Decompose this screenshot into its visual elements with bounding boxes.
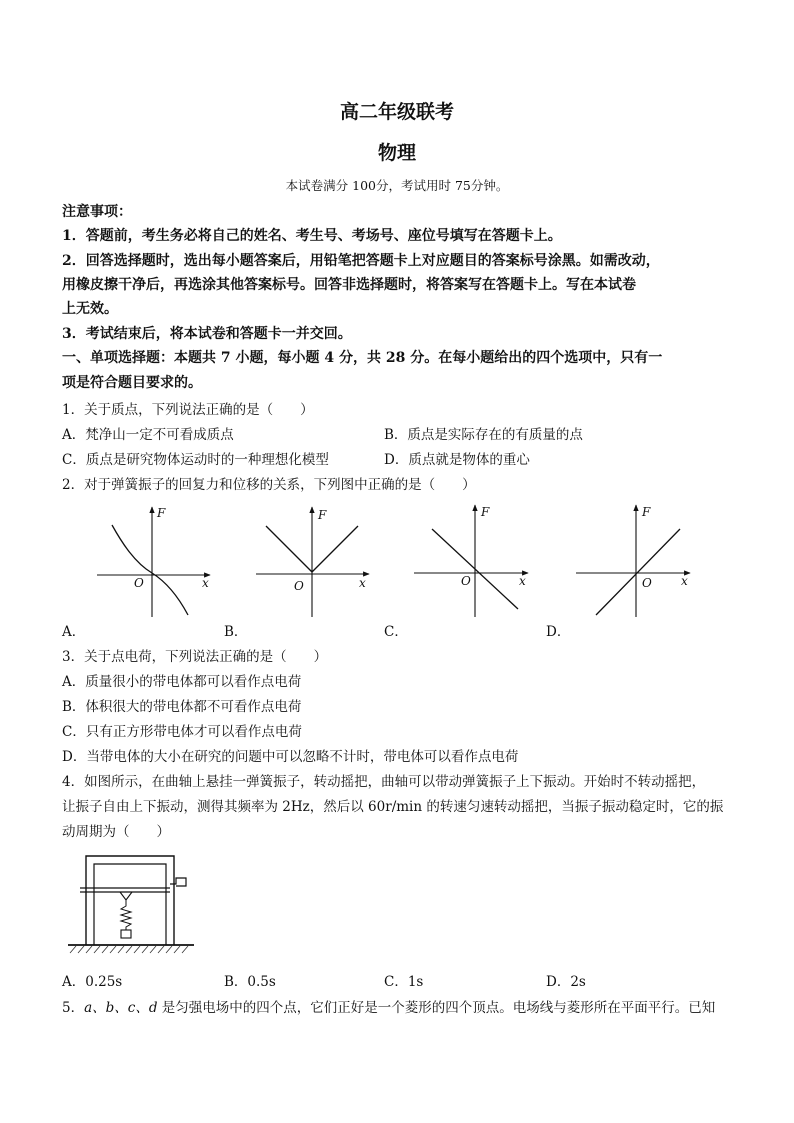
q4-option-c: C．1s [384, 974, 424, 990]
section1-line2: 项是符合题目要求的。 [62, 375, 202, 391]
q2-b-right-line [312, 526, 358, 572]
q4-option-b: B．0.5s [224, 974, 276, 990]
q1-option-a: A．梵净山一定不可看成质点 [62, 427, 234, 443]
exam-info: 本试卷满分 100分，考试用时 75分钟。 [285, 178, 509, 193]
note-1: 1．答题前，考生务必将自己的姓名、考生号、考场号、座位号填写在答题卡上。 [62, 228, 562, 244]
q2-stem: 2．对于弹簧振子的回复力和位移的关系，下列图中正确的是（ ） [62, 477, 476, 493]
q2-graph-c [414, 505, 528, 617]
q2-label-b: B． [224, 624, 248, 640]
q2-b-left-line [266, 526, 312, 572]
q3-option-d: D．当带电体的大小在研究的问题中可以忽略不计时，带电体可以看作点电荷 [62, 749, 519, 765]
q2-c-axis-x: x [519, 574, 526, 588]
q2-b-axis-f: F [318, 508, 327, 522]
q2-b-origin: O [294, 579, 304, 593]
note-2-line1: 2．回答选择题时，选出每小题答案后，用铅笔把答题卡上对应题目的答案标号涂黑。如需改动， [62, 253, 660, 269]
q2-a-curve [112, 525, 188, 615]
q3-option-c: C．只有正方形带电体才可以看作点电荷 [62, 724, 302, 740]
q2-label-a: A． [62, 624, 86, 640]
q5-stem-line1 [62, 996, 715, 1016]
q2-d-axis-f: F [642, 505, 651, 519]
q2-graph-a [97, 506, 210, 617]
subject-title: 物理 [377, 142, 416, 164]
q2-label-d: D． [546, 624, 571, 640]
q2-graph-b [256, 507, 369, 617]
q4-stem-line1: 4．如图所示，在曲轴上悬挂一弹簧振子，转动摇把，曲轴可以带动弹簧振子上下振动。开始时不转动摇把， [62, 774, 706, 790]
note-3: 3．考试结束后，将本试卷和答题卡一并交回。 [62, 326, 352, 342]
q5-vars: a、b、c、d [84, 1000, 158, 1016]
q1-stem: 1．关于质点，下列说法正确的是（ ） [62, 402, 314, 418]
notes-heading: 注意事项： [62, 204, 132, 220]
q1-option-d: D．质点就是物体的重心 [384, 452, 530, 468]
q5-number: 5． [62, 1000, 85, 1016]
note-2-line3: 上无效。 [62, 301, 118, 317]
exam-title: 高二年级联考 [339, 101, 454, 123]
q3-option-a: A．质量很小的带电体都可以看作点电荷 [62, 674, 302, 690]
q3-stem: 3．关于点电荷，下列说法正确的是（ ） [62, 649, 328, 665]
q2-label-c: C． [384, 624, 408, 640]
q2-d-line [596, 529, 680, 615]
q2-a-origin: O [134, 576, 144, 590]
q2-a-axis-x: x [202, 576, 209, 590]
q2-c-axis-f: F [481, 505, 490, 519]
note-2-line2: 用橡皮擦干净后，再选涂其他答案标号。回答非选择题时，将答案写在答题卡上。写在本试卷 [62, 277, 636, 293]
q4-stem-line2: 让振子自由上下振动，测得其频率为 2Hz，然后以 60r/min 的转速匀速转动摇把，当振子振动稳定时，它的振 [62, 799, 724, 815]
q1-option-b: B．质点是实际存在的有质量的点 [384, 427, 583, 443]
q4-stem-line3: 动周期为（ ） [62, 824, 170, 840]
q4-option-d: D．2s [546, 974, 586, 990]
q1-option-c: C．质点是研究物体运动时的一种理想化模型 [62, 452, 329, 468]
q4-apparatus-figure [66, 848, 196, 958]
q2-a-axis-f: F [157, 506, 166, 520]
q2-d-origin: O [642, 576, 652, 590]
q5-rest: 是匀强电场中的四个点，它们正好是一个菱形的四个顶点。电场线与菱形所在平面平行。已知 [157, 1000, 716, 1016]
q2-graph-d [576, 505, 690, 617]
q4-option-a: A．0.25s [62, 974, 123, 990]
section1-line1: 一、单项选择题：本题共 7 小题，每小题 4 分，共 28 分。在每小题给出的四个选项中，只有一 [62, 350, 663, 366]
q2-d-axis-x: x [681, 574, 688, 588]
q2-b-axis-x: x [359, 576, 366, 590]
q3-option-b: B．体积很大的带电体都不可看作点电荷 [62, 699, 302, 715]
q2-c-origin: O [461, 574, 471, 588]
